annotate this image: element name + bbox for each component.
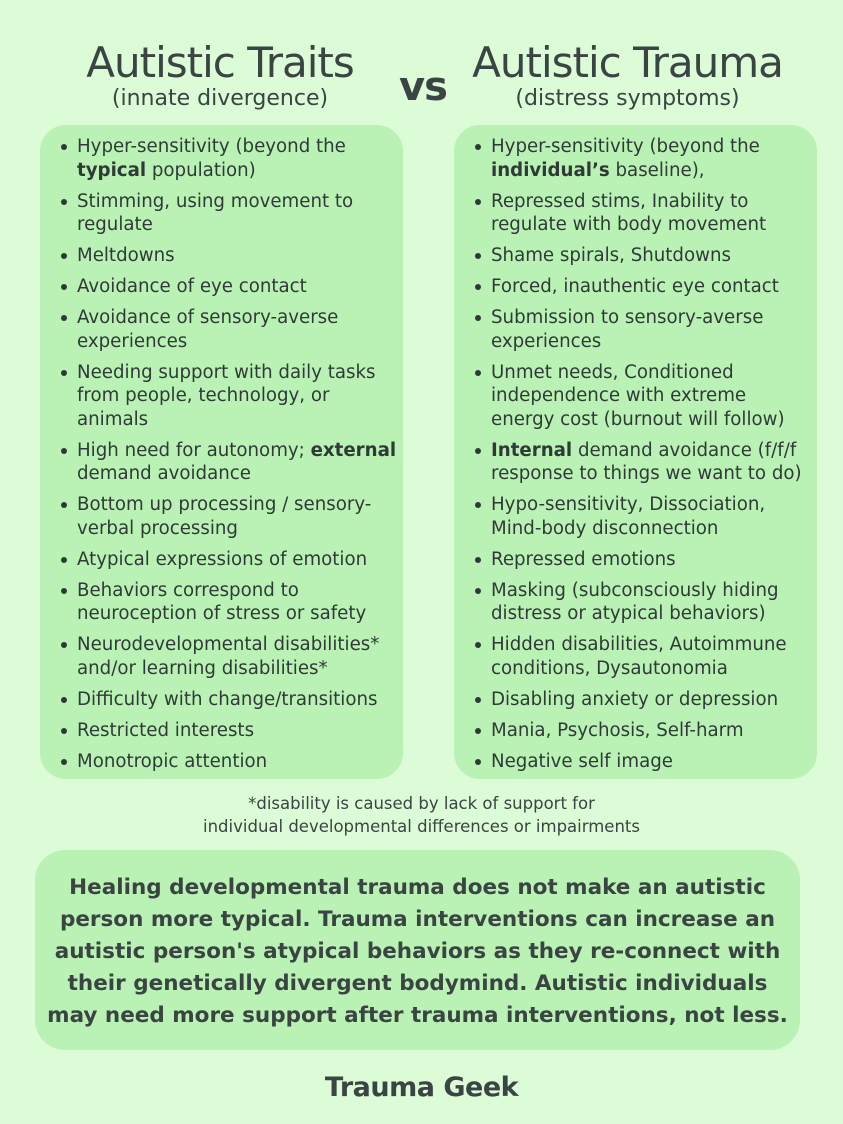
item-text: Avoidance of eye contact — [77, 276, 307, 297]
left-list-item — [40, 493, 403, 540]
item-text: Repressed stims, Inability to regulate with body movement — [491, 190, 767, 235]
bullet-icon — [61, 253, 67, 259]
right-title: Autistic Trauma — [472, 38, 783, 87]
header — [0, 40, 843, 120]
item-text: Forced, inauthentic eye contact — [491, 276, 779, 297]
bullet-icon — [61, 199, 67, 205]
footnote — [0, 792, 843, 838]
left-list-item — [40, 190, 403, 237]
item-text: Behaviors correspond to neuroception of stress or safety — [77, 579, 367, 624]
vs-label: vs — [399, 64, 447, 110]
right-list-item — [454, 688, 817, 712]
left-subtitle: (innate divergence) — [111, 86, 329, 111]
right-list-item — [454, 750, 817, 774]
item-text: Hypo-sensitivity, Dissociation, Mind-body disconnection — [491, 494, 766, 539]
bullet-icon — [475, 144, 481, 150]
left-list-item — [40, 633, 403, 680]
right-column-heading — [455, 40, 800, 112]
item-text: demand avoidance (f/f/f response to things we want to do) — [491, 439, 802, 484]
bullet-icon — [61, 557, 67, 563]
item-text: Mania, Psychosis, Self-harm — [491, 719, 744, 741]
bullet-icon — [61, 588, 67, 594]
right-list-item — [454, 633, 817, 680]
left-list-item — [40, 750, 403, 774]
bullet-icon — [475, 557, 481, 563]
right-list-item — [454, 244, 817, 268]
left-list-item — [40, 719, 403, 743]
left-list-item — [40, 135, 403, 182]
item-text: demand avoidance — [77, 463, 251, 484]
right-list-item — [454, 135, 817, 182]
left-list-item — [40, 548, 403, 572]
item-text: Difficulty with change/transitions — [77, 688, 378, 710]
bullet-icon — [475, 642, 481, 648]
bullet-icon — [61, 728, 67, 734]
bullet-icon — [475, 502, 481, 508]
right-subtitle: (distress symptoms) — [515, 86, 740, 111]
bullet-icon — [475, 199, 481, 205]
bullet-icon — [475, 759, 481, 765]
item-text: Needing support with daily tasks from people, technology, or animals — [77, 361, 376, 430]
bullet-icon — [475, 315, 481, 321]
bullet-icon — [61, 284, 67, 290]
item-text: Atypical expressions of emotion — [77, 548, 368, 570]
bullet-icon — [475, 728, 481, 734]
bullet-icon — [61, 370, 67, 376]
left-list-item — [40, 688, 403, 712]
right-list-item — [454, 493, 817, 540]
left-list-item — [40, 361, 403, 432]
bullet-icon — [61, 144, 67, 150]
footnote-line-2: individual developmental differences or impairments — [203, 817, 640, 836]
left-column-heading — [70, 40, 370, 112]
item-text: Monotropic attention — [77, 750, 268, 772]
item-text: Disabling anxiety or depression — [491, 688, 779, 710]
right-list-item — [454, 306, 817, 353]
left-list-item — [40, 439, 403, 486]
bullet-icon — [475, 253, 481, 259]
item-text: Bottom up processing / sensory-verbal processing — [77, 494, 372, 539]
right-list-item — [454, 361, 817, 432]
item-text: Meltdowns — [77, 245, 175, 266]
right-list-item — [454, 548, 817, 572]
item-text: High need for autonomy; — [77, 439, 311, 461]
bullet-icon — [475, 448, 481, 454]
item-text: Avoidance of sensory-averse experiences — [77, 307, 339, 352]
right-list-item — [454, 190, 817, 237]
bullet-icon — [61, 502, 67, 508]
bullet-icon — [475, 284, 481, 290]
item-text: Stimming, using movement to regulate — [77, 190, 354, 235]
item-text: Neurodevelopmental disabilities* and/or learning disabilities* — [77, 634, 380, 679]
footnote-line-1: *disability is caused by lack of support for — [248, 794, 595, 813]
item-text: Negative self image — [491, 750, 673, 772]
item-emphasis: external — [310, 439, 397, 461]
callout-text: Healing developmental trauma does not make an autistic person more typical. Trauma interventions can increase an autistic person's atypical behaviors as they re-connect with their genetically divergent bodymind. Autistic individuals may need more support after trauma interventions, not less. — [47, 875, 788, 1028]
right-list-item — [454, 719, 817, 743]
bullet-icon — [61, 315, 67, 321]
item-text: population) — [146, 159, 256, 181]
item-text: Masking (subconsciously hiding distress or atypical behaviors) — [491, 579, 779, 624]
callout-box — [35, 850, 800, 1050]
item-text: baseline), — [609, 159, 705, 181]
item-text: Hyper-sensitivity (beyond the — [77, 136, 346, 157]
bullet-icon — [475, 588, 481, 594]
autistic-traits-panel — [40, 125, 403, 779]
autistic-trauma-panel — [454, 125, 817, 779]
item-emphasis: Internal — [491, 439, 573, 461]
item-emphasis: typical — [77, 159, 147, 181]
left-list-item — [40, 579, 403, 626]
right-list-item — [454, 275, 817, 299]
left-list-item — [40, 306, 403, 353]
bullet-icon — [61, 448, 67, 454]
item-text: Unmet needs, Conditioned independence with extreme energy cost (burnout will follow) — [491, 361, 785, 430]
left-list-item — [40, 244, 403, 268]
left-list-item — [40, 275, 403, 299]
bullet-icon — [475, 370, 481, 376]
bullet-icon — [475, 697, 481, 703]
item-text: Repressed emotions — [491, 548, 676, 570]
bullet-icon — [61, 697, 67, 703]
bullet-icon — [61, 759, 67, 765]
right-list-item — [454, 579, 817, 626]
right-list-item — [454, 439, 817, 486]
item-text: Shame spirals, Shutdowns — [491, 245, 731, 266]
item-text: Hidden disabilities, Autoimmune conditions, Dysautonomia — [491, 634, 787, 679]
bullet-icon — [61, 642, 67, 648]
traits-list — [40, 125, 403, 773]
item-text: Hyper-sensitivity (beyond the — [491, 136, 760, 157]
item-text: Restricted interests — [77, 719, 255, 741]
left-title: Autistic Traits — [86, 38, 354, 87]
item-emphasis: individual’s — [491, 159, 610, 181]
item-text: Submission to sensory-averse experiences — [491, 307, 764, 352]
trauma-list — [454, 125, 817, 773]
brand-name: Trauma Geek — [324, 1072, 519, 1103]
